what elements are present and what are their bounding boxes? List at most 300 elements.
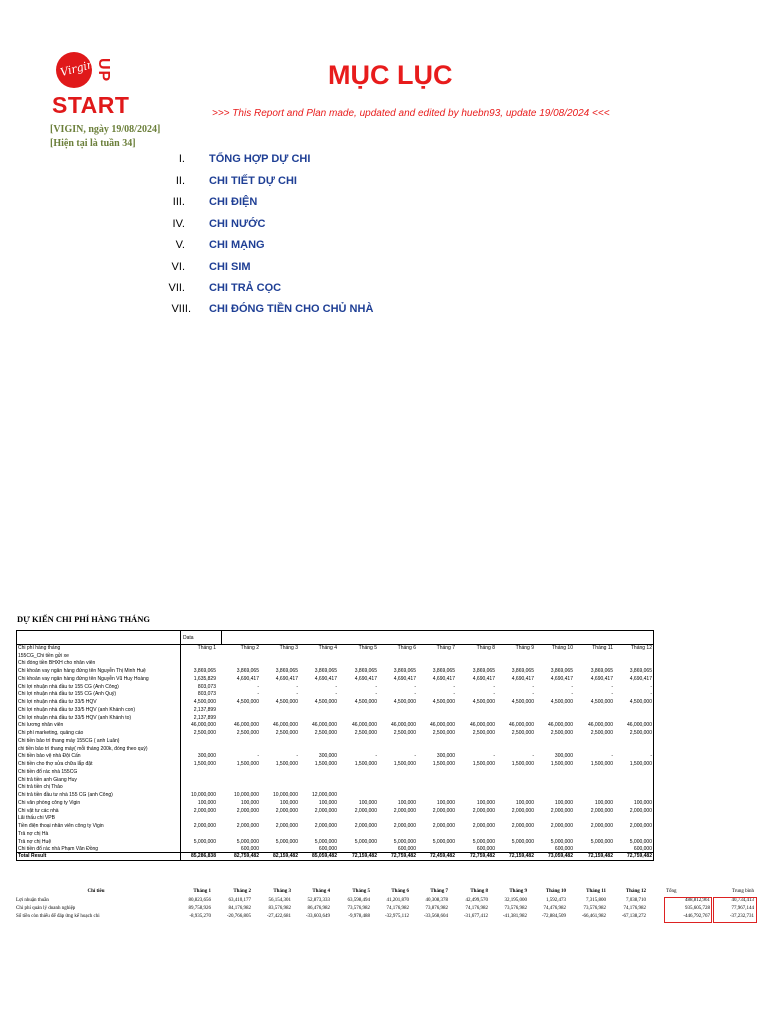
table-row — [17, 691, 653, 698]
pivot-cell[interactable]: 3,869,065 — [236, 668, 259, 675]
pivot-cell[interactable]: 2,500,000 — [236, 730, 259, 737]
pivot-cell[interactable]: 100,000 — [358, 799, 377, 806]
summary-avg-cell[interactable]: 77,967,144 — [731, 906, 754, 911]
pivot-row-label[interactable]: Chi lợi nhuận nhà đầu tư 155 CG (Anh Công) — [18, 683, 119, 690]
pivot-cell[interactable]: 1,500,000 — [314, 761, 337, 768]
pivot-cell[interactable]: 2,000,000 — [432, 807, 455, 814]
pivot-cell[interactable]: 2,000,000 — [314, 807, 337, 814]
pivot-cell[interactable]: - — [335, 683, 337, 690]
pivot-cell[interactable]: - — [453, 683, 455, 690]
pivot-cell[interactable]: - — [296, 691, 298, 698]
pivot-cell[interactable]: - — [571, 683, 573, 690]
summary-cell[interactable]: -20,766,805 — [226, 914, 251, 919]
summary-cell[interactable]: -67,138,272 — [621, 914, 646, 919]
pivot-row-label[interactable]: Chi tiền bảo trì thang máy 155CG ( anh Luân) — [18, 737, 120, 744]
pivot-cell[interactable]: 5,000,000 — [432, 838, 455, 845]
pivot-cell[interactable]: 1,500,000 — [550, 761, 573, 768]
pivot-cell[interactable]: 4,500,000 — [314, 699, 337, 706]
pivot-cell[interactable]: 600,000 — [554, 846, 573, 853]
pivot-cell[interactable]: 72,159,482 — [508, 852, 534, 859]
pivot-row-label[interactable]: Chi vật tư các nhà — [18, 807, 59, 814]
pivot-cell[interactable]: 100,000 — [397, 799, 416, 806]
pivot-cell[interactable]: 2,000,000 — [590, 807, 613, 814]
pivot-cell[interactable]: Tháng 11 — [592, 645, 613, 651]
pivot-cell[interactable]: 100,000 — [240, 799, 259, 806]
pivot-cell[interactable]: 2,000,000 — [511, 807, 534, 814]
summary-col-header[interactable]: Tháng 7 — [430, 889, 448, 894]
pivot-cell[interactable]: - — [296, 753, 298, 760]
pivot-cell[interactable]: 2,500,000 — [629, 730, 652, 737]
pivot-cell[interactable]: 2,500,000 — [275, 730, 298, 737]
pivot-cell[interactable]: 600,000 — [397, 846, 416, 853]
pivot-row-label[interactable]: Chi đóng tiền BHXH cho nhân viên — [18, 660, 96, 667]
summary-col-header[interactable]: Trung bình — [731, 889, 754, 894]
pivot-cell[interactable]: 300,000 — [554, 753, 573, 760]
pivot-cell[interactable]: 2,500,000 — [393, 730, 416, 737]
pivot-cell[interactable]: 5,000,000 — [590, 838, 613, 845]
pivot-cell[interactable]: 4,500,000 — [550, 699, 573, 706]
pivot-cell[interactable]: 2,000,000 — [236, 807, 259, 814]
summary-col-header[interactable]: Tháng 6 — [391, 889, 409, 894]
pivot-cell[interactable]: Tháng 8 — [476, 645, 495, 651]
pivot-cell[interactable]: 5,000,000 — [393, 838, 416, 845]
pivot-cell[interactable]: - — [493, 683, 495, 690]
pivot-cell[interactable]: - — [532, 753, 534, 760]
summary-cell[interactable]: 83,576,982 — [268, 906, 291, 911]
pivot-cell[interactable]: 3,869,065 — [511, 668, 534, 675]
pivot-cell[interactable]: 4,690,417 — [432, 675, 455, 682]
summary-avg-cell[interactable]: -37,232,731 — [729, 914, 754, 919]
pivot-cell[interactable]: 2,000,000 — [590, 823, 613, 830]
pivot-cell[interactable]: 46,000,000 — [626, 722, 652, 729]
pivot-cell[interactable]: 4,500,000 — [590, 699, 613, 706]
pivot-row-label[interactable]: Chi phí hàng tháng — [18, 645, 61, 651]
pivot-cell[interactable]: 2,000,000 — [275, 807, 298, 814]
pivot-cell[interactable]: 100,000 — [436, 799, 455, 806]
pivot-cell[interactable]: - — [493, 691, 495, 698]
summary-col-header[interactable]: Tổng — [666, 889, 677, 894]
summary-row-label[interactable]: Số tiền còn thiếu để đáp ứng kế hoạch chi — [16, 914, 100, 919]
summary-total-cell[interactable]: 935,605,728 — [685, 906, 710, 911]
pivot-cell[interactable]: 600,000 — [240, 846, 259, 853]
pivot-cell[interactable]: - — [611, 691, 613, 698]
pivot-cell[interactable]: 4,690,417 — [314, 675, 337, 682]
summary-col-header[interactable]: Tháng 4 — [312, 889, 330, 894]
pivot-row-label[interactable]: Chi trả tiền chị Thảo — [18, 784, 63, 791]
pivot-cell[interactable]: 600,000 — [476, 846, 495, 853]
pivot-cell[interactable]: 4,690,417 — [393, 675, 416, 682]
pivot-cell[interactable]: 72,459,482 — [429, 852, 455, 859]
pivot-cell[interactable]: 4,500,000 — [629, 699, 652, 706]
toc-link-chi-sim[interactable]: CHI SIM — [209, 261, 251, 273]
summary-col-header[interactable]: Tháng 1 — [193, 889, 211, 894]
pivot-cell[interactable]: 4,500,000 — [432, 699, 455, 706]
pivot-row-label[interactable]: chi tiền bảo trì thang máy( mỗi tháng 200k, đóng theo quý) — [18, 745, 148, 752]
pivot-cell[interactable]: 10,000,000 — [233, 792, 259, 799]
pivot-cell[interactable]: Tháng 1 — [197, 645, 216, 651]
pivot-cell[interactable]: - — [375, 683, 377, 690]
pivot-cell[interactable]: 1,500,000 — [393, 761, 416, 768]
logo-up-text: UP — [95, 58, 112, 83]
pivot-cell[interactable]: - — [414, 691, 416, 698]
summary-row-label[interactable]: Lợi nhuận thuần — [16, 898, 49, 903]
pivot-cell[interactable]: 2,500,000 — [511, 730, 534, 737]
pivot-cell[interactable]: Tháng 7 — [436, 645, 455, 651]
pivot-cell[interactable]: 4,500,000 — [354, 699, 377, 706]
toc-link-chi-mang[interactable]: CHI MẠNG — [209, 239, 265, 251]
pivot-cell[interactable]: 3,869,065 — [472, 668, 495, 675]
summary-avg-cell[interactable]: 40,734,413 — [731, 898, 754, 903]
toc-number: II. — [175, 175, 185, 187]
pivot-cell[interactable]: - — [257, 691, 259, 698]
summary-cell[interactable]: -33,568,604 — [423, 914, 448, 919]
pivot-row-label[interactable]: Trả nợ chị Hà — [18, 830, 49, 837]
pivot-cell[interactable]: 10,000,000 — [272, 792, 298, 799]
pivot-cell[interactable]: - — [611, 753, 613, 760]
pivot-cell[interactable]: 4,690,417 — [590, 675, 613, 682]
pivot-cell[interactable]: 2,500,000 — [472, 730, 495, 737]
pivot-row-label[interactable]: Chi tiền đổ rác nhà 155CG — [18, 768, 78, 775]
page-title: MỤC LỤC — [328, 60, 453, 90]
pivot-cell[interactable]: 2,000,000 — [550, 823, 573, 830]
pivot-cell[interactable]: Tháng 12 — [630, 645, 652, 651]
pivot-cell[interactable]: - — [375, 691, 377, 698]
pivot-cell[interactable]: 2,000,000 — [472, 807, 495, 814]
pivot-cell[interactable]: 2,000,000 — [472, 823, 495, 830]
summary-col-header[interactable]: Tháng 8 — [470, 889, 488, 894]
summary-col-header[interactable]: Tháng 2 — [233, 889, 251, 894]
pivot-cell[interactable]: Tháng 10 — [551, 645, 573, 651]
pivot-cell[interactable]: 2,500,000 — [193, 730, 216, 737]
pivot-row-label[interactable]: Chi phí marketing, quảng cáo — [18, 730, 84, 737]
summary-cell[interactable]: 80,823,656 — [188, 898, 211, 903]
pivot-cell[interactable]: 73,059,482 — [547, 852, 573, 859]
pivot-cell[interactable]: 46,000,000 — [190, 722, 216, 729]
pivot-cell[interactable]: 600,000 — [318, 846, 337, 853]
table-row — [17, 839, 653, 846]
pivot-cell[interactable]: 46,000,000 — [351, 722, 377, 729]
pivot-row-label[interactable]: Tiền điện thoại nhân viên công ty Vigin — [18, 823, 104, 830]
summary-cell[interactable]: -32,975,112 — [385, 914, 409, 919]
summary-cell[interactable]: -27,422,681 — [266, 914, 291, 919]
pivot-cell[interactable]: 5,000,000 — [236, 838, 259, 845]
toc-number: VI. — [171, 261, 185, 273]
pivot-cell[interactable]: - — [335, 691, 337, 698]
toc-link-chi-tra-coc[interactable]: CHI TRẢ CỌC — [209, 282, 282, 294]
pivot-cell[interactable]: 5,000,000 — [354, 838, 377, 845]
summary-cell[interactable]: 86,476,982 — [307, 906, 330, 911]
pivot-row-label[interactable]: Chi trả tiền anh Giang Huy — [18, 776, 77, 783]
pivot-row-label[interactable]: Lãi thấu chi VPB — [18, 815, 55, 822]
pivot-cell[interactable]: 100,000 — [476, 799, 495, 806]
summary-cell[interactable]: -8,935,270 — [189, 914, 211, 919]
summary-cell[interactable]: 73,876,982 — [425, 906, 448, 911]
summary-header-label[interactable]: Chỉ tiêu — [87, 889, 105, 894]
pivot-cell[interactable]: 600,000 — [633, 846, 652, 853]
pivot-cell[interactable]: 300,000 — [318, 753, 337, 760]
pivot-cell[interactable]: - — [414, 683, 416, 690]
pivot-cell[interactable]: 2,000,000 — [354, 823, 377, 830]
pivot-cell[interactable]: 2,500,000 — [314, 730, 337, 737]
summary-cell[interactable]: 74,176,982 — [386, 906, 409, 911]
summary-cell[interactable]: 74,476,982 — [543, 906, 566, 911]
pivot-cell[interactable]: 2,000,000 — [511, 823, 534, 830]
pivot-cell[interactable]: 2,000,000 — [193, 823, 216, 830]
summary-cell[interactable]: 32,195,000 — [504, 898, 527, 903]
pivot-cell[interactable]: 2,137,899 — [193, 714, 216, 721]
pivot-cell[interactable]: 4,690,417 — [629, 675, 652, 682]
pivot-cell[interactable]: 4,500,000 — [472, 699, 495, 706]
pivot-cell[interactable]: 2,500,000 — [354, 730, 377, 737]
pivot-cell[interactable]: 1,500,000 — [590, 761, 613, 768]
pivot-cell[interactable]: 12,000,000 — [311, 792, 337, 799]
toc-link-chi-dien[interactable]: CHI ĐIỆN — [209, 196, 258, 208]
pivot-cell[interactable]: 4,690,417 — [354, 675, 377, 682]
summary-col-header[interactable]: Tháng 11 — [586, 889, 606, 894]
summary-col-header[interactable]: Tháng 10 — [545, 889, 566, 894]
pivot-cell[interactable]: - — [611, 683, 613, 690]
pivot-cell[interactable]: - — [493, 753, 495, 760]
summary-cell[interactable]: 42,499,570 — [465, 898, 488, 903]
summary-cell[interactable]: 7,038,710 — [626, 898, 646, 903]
pivot-cell[interactable]: - — [532, 691, 534, 698]
pivot-cell[interactable]: - — [414, 753, 416, 760]
pivot-cell[interactable]: 2,000,000 — [354, 807, 377, 814]
pivot-cell[interactable]: 46,000,000 — [547, 722, 573, 729]
pivot-cell[interactable]: 300,000 — [197, 753, 216, 760]
summary-cell[interactable]: 52,873,333 — [307, 898, 330, 903]
pivot-row-label[interactable]: Total Result — [18, 852, 47, 859]
pivot-row-label[interactable]: Trả nợ chị Huệ — [18, 838, 52, 845]
pivot-cell[interactable]: 5,000,000 — [550, 838, 573, 845]
pivot-cell[interactable]: 4,500,000 — [275, 699, 298, 706]
pivot-cell[interactable]: 4,690,417 — [236, 675, 259, 682]
pivot-row-label[interactable]: Chi lợi nhuận nhà đầu tư 33/5 HQV (anh Khánh con) — [18, 706, 135, 713]
summary-cell[interactable]: -41,381,982 — [502, 914, 527, 919]
pivot-cell[interactable]: 2,000,000 — [236, 823, 259, 830]
pivot-cell[interactable]: 46,000,000 — [390, 722, 416, 729]
summary-cell[interactable]: 89,758,926 — [188, 906, 211, 911]
pivot-cell[interactable]: - — [532, 683, 534, 690]
pivot-cell[interactable]: 100,000 — [197, 799, 216, 806]
pivot-cell[interactable]: 4,690,417 — [550, 675, 573, 682]
summary-cell[interactable]: 56,154,301 — [268, 898, 291, 903]
summary-cell[interactable]: -9,978,488 — [348, 914, 370, 919]
pivot-cell[interactable]: 1,500,000 — [629, 761, 652, 768]
pivot-cell[interactable]: Tháng 3 — [279, 645, 298, 651]
pivot-cell[interactable]: 1,500,000 — [511, 761, 534, 768]
pivot-cell[interactable]: 5,000,000 — [314, 838, 337, 845]
pivot-row-label[interactable]: Chi tiền cho thợ sửa chữa lắp đặt — [18, 761, 93, 768]
summary-total-cell[interactable]: -446,792,767 — [683, 914, 710, 919]
pivot-cell[interactable]: 803,073 — [197, 683, 216, 690]
pivot-cell[interactable]: 3,869,065 — [590, 668, 613, 675]
pivot-cell[interactable]: 4,690,417 — [275, 675, 298, 682]
pivot-cell[interactable]: Tháng 4 — [318, 645, 337, 651]
pivot-cell[interactable]: - — [650, 683, 652, 690]
pivot-cell[interactable]: 1,500,000 — [193, 761, 216, 768]
pivot-cell[interactable]: 5,000,000 — [629, 838, 652, 845]
pivot-cell[interactable]: Tháng 9 — [515, 645, 534, 651]
pivot-cell[interactable]: 2,000,000 — [275, 823, 298, 830]
pivot-cell[interactable]: 4,500,000 — [511, 699, 534, 706]
pivot-row-label[interactable]: Chi tiền đổ rác nhà Phạm Văn Đồng — [18, 846, 99, 853]
pivot-cell[interactable]: 82,759,482 — [233, 852, 259, 859]
pivot-cell[interactable]: 5,000,000 — [193, 838, 216, 845]
pivot-cell[interactable]: 100,000 — [594, 799, 613, 806]
pivot-row-label[interactable]: Chi khoản vay ngân hàng đứng tên Nguyễn Thị Minh Huệ — [18, 668, 146, 675]
pivot-cell[interactable]: 46,000,000 — [272, 722, 298, 729]
pivot-cell[interactable]: 2,000,000 — [550, 807, 573, 814]
pivot-row-label[interactable]: Chi lợi nhuận nhà đầu tư 155 CG (Anh Quý) — [18, 691, 117, 698]
pivot-cell[interactable]: 1,500,000 — [236, 761, 259, 768]
pivot-cell[interactable]: 2,000,000 — [314, 823, 337, 830]
pivot-cell[interactable]: 3,869,065 — [393, 668, 416, 675]
pivot-data-field[interactable] — [180, 631, 222, 644]
toc-link-tong-hop[interactable]: TỔNG HỢP DỰ CHI — [209, 153, 311, 165]
summary-cell[interactable]: 74,176,982 — [465, 906, 488, 911]
pivot-cell[interactable]: 1,635,829 — [193, 675, 216, 682]
pivot-cell[interactable]: 46,000,000 — [469, 722, 495, 729]
pivot-cell[interactable]: 2,137,899 — [193, 706, 216, 713]
pivot-cell[interactable]: 100,000 — [279, 799, 298, 806]
pivot-cell[interactable]: 2,000,000 — [629, 823, 652, 830]
pivot-cell[interactable]: 3,869,065 — [275, 668, 298, 675]
pivot-cell[interactable]: - — [375, 753, 377, 760]
pivot-cell[interactable]: 3,869,065 — [354, 668, 377, 675]
pivot-cell[interactable]: 2,000,000 — [393, 807, 416, 814]
pivot-cell[interactable]: 3,869,065 — [193, 668, 216, 675]
pivot-cell[interactable]: 1,500,000 — [275, 761, 298, 768]
summary-row — [16, 914, 756, 922]
pivot-cell[interactable]: 3,869,065 — [550, 668, 573, 675]
pivot-cell[interactable]: 2,500,000 — [590, 730, 613, 737]
summary-cell[interactable]: 41,201,870 — [386, 898, 409, 903]
pivot-cell[interactable]: 2,500,000 — [432, 730, 455, 737]
section-title: DỰ KIẾN CHI PHÍ HÀNG THÁNG — [17, 614, 150, 624]
pivot-cell[interactable]: - — [650, 753, 652, 760]
summary-cell[interactable]: 73,576,982 — [347, 906, 370, 911]
pivot-cell[interactable]: - — [257, 753, 259, 760]
summary-cell[interactable]: 7,315,800 — [586, 898, 606, 903]
pivot-cell[interactable]: 2,000,000 — [629, 807, 652, 814]
pivot-cell[interactable]: 2,000,000 — [432, 823, 455, 830]
summary-cell[interactable]: 40,308,378 — [425, 898, 448, 903]
pivot-cell[interactable]: 300,000 — [436, 753, 455, 760]
summary-cell[interactable]: 63,410,177 — [228, 898, 251, 903]
pivot-cell[interactable]: 85,059,482 — [311, 852, 337, 859]
pivot-cell[interactable]: 46,000,000 — [508, 722, 534, 729]
pivot-row-label[interactable]: 155CG_Chi tiền gửi xe — [18, 652, 69, 659]
summary-total-cell[interactable]: 488,812,961 — [685, 898, 710, 903]
pivot-cell[interactable]: 46,000,000 — [311, 722, 337, 729]
pivot-cell[interactable]: Tháng 5 — [358, 645, 377, 651]
pivot-cell[interactable]: 72,159,482 — [587, 852, 613, 859]
pivot-cell[interactable]: - — [296, 683, 298, 690]
pivot-cell[interactable]: 72,759,482 — [626, 852, 652, 859]
pivot-cell[interactable]: 4,500,000 — [393, 699, 416, 706]
summary-cell[interactable]: 63,598,494 — [347, 898, 370, 903]
pivot-cell[interactable]: 82,159,482 — [272, 852, 298, 859]
pivot-cell[interactable]: 72,759,482 — [390, 852, 416, 859]
pivot-cell[interactable]: 2,000,000 — [193, 807, 216, 814]
pivot-cell[interactable]: 5,000,000 — [511, 838, 534, 845]
pivot-data-label: Data — [183, 635, 194, 641]
pivot-cell[interactable]: 10,000,000 — [190, 792, 216, 799]
pivot-row-label[interactable]: Chi lợi nhuận nhà đầu tư 33/5 HQV — [18, 699, 97, 706]
summary-cell[interactable]: -72,884,509 — [541, 914, 566, 919]
pivot-row-label[interactable]: Chi trả tiền đầu tư nhà 155 CG (anh Công) — [18, 792, 113, 799]
average-highlight-box — [713, 897, 757, 923]
toc-link-chi-tiet[interactable]: CHI TIẾT DỰ CHI — [209, 175, 297, 187]
pivot-row-label[interactable]: Chi văn phòng công ty Vigin — [18, 799, 81, 806]
pivot-cell[interactable]: 46,000,000 — [587, 722, 613, 729]
pivot-cell[interactable]: 46,000,000 — [429, 722, 455, 729]
pivot-cell[interactable]: - — [453, 691, 455, 698]
summary-cell[interactable]: 74,176,982 — [623, 906, 646, 911]
pivot-cell[interactable]: 5,000,000 — [472, 838, 495, 845]
toc-link-chi-chu-nha[interactable]: CHI ĐÓNG TIỀN CHO CHỦ NHÀ — [209, 303, 374, 315]
toc-number: IV. — [172, 218, 185, 230]
summary-cell[interactable]: 84,176,982 — [228, 906, 251, 911]
pivot-cell[interactable]: 3,869,065 — [432, 668, 455, 675]
summary-col-header[interactable]: Tháng 9 — [509, 889, 527, 894]
pivot-cell[interactable]: 4,690,417 — [511, 675, 534, 682]
pivot-row-label[interactable]: Chi tiền bảo vệ nhà Đội Cấn — [18, 753, 81, 760]
summary-col-header[interactable]: Tháng 12 — [625, 889, 646, 894]
pivot-cell[interactable]: 85,286,838 — [190, 852, 216, 859]
summary-col-header[interactable]: Tháng 5 — [352, 889, 370, 894]
pivot-cell[interactable]: 4,500,000 — [193, 699, 216, 706]
pivot-cell[interactable]: 2,000,000 — [393, 823, 416, 830]
pivot-cell[interactable]: 1,500,000 — [472, 761, 495, 768]
pivot-cell[interactable]: 46,000,000 — [233, 722, 259, 729]
summary-cell[interactable]: 73,576,982 — [583, 906, 606, 911]
summary-cell[interactable]: -66,461,982 — [581, 914, 606, 919]
pivot-cell[interactable]: Tháng 6 — [397, 645, 416, 651]
pivot-cell[interactable]: 1,500,000 — [354, 761, 377, 768]
pivot-cell[interactable]: Tháng 2 — [240, 645, 259, 651]
pivot-row-label[interactable]: Chi lương nhân viên — [18, 722, 64, 729]
pivot-cell[interactable]: - — [571, 691, 573, 698]
pivot-cell[interactable]: 3,869,065 — [629, 668, 652, 675]
summary-cell[interactable]: 73,576,982 — [504, 906, 527, 911]
pivot-cell[interactable]: 2,500,000 — [550, 730, 573, 737]
summary-cell[interactable]: -31,677,412 — [463, 914, 488, 919]
pivot-cell[interactable]: 1,500,000 — [432, 761, 455, 768]
pivot-row-label[interactable]: Chi lợi nhuận nhà đầu tư 33/5 HQV (anh Khánh to) — [18, 714, 132, 721]
pivot-cell[interactable]: 100,000 — [633, 799, 652, 806]
pivot-cell[interactable]: 72,159,482 — [351, 852, 377, 859]
toc-link-chi-nuoc[interactable]: CHI NƯỚC — [209, 218, 266, 230]
pivot-cell[interactable]: - — [257, 683, 259, 690]
pivot-cell[interactable]: - — [650, 691, 652, 698]
pivot-cell[interactable]: 100,000 — [554, 799, 573, 806]
pivot-cell[interactable]: 72,759,482 — [469, 852, 495, 859]
summary-col-header[interactable]: Tháng 3 — [273, 889, 291, 894]
pivot-cell[interactable]: 803,073 — [197, 691, 216, 698]
pivot-row-label[interactable]: Chi khoản vay ngân hàng đứng tên Nguyễn Vũ Huy Hoàng — [18, 675, 149, 682]
pivot-cell[interactable]: 100,000 — [515, 799, 534, 806]
summary-row-label[interactable]: Chi phí quản lý doanh nghiệp — [16, 906, 76, 911]
pivot-cell[interactable]: 3,869,065 — [314, 668, 337, 675]
pivot-cell[interactable]: 4,690,417 — [472, 675, 495, 682]
pivot-cell[interactable]: 4,500,000 — [236, 699, 259, 706]
pivot-cell[interactable]: 100,000 — [318, 799, 337, 806]
summary-cell[interactable]: -33,603,649 — [305, 914, 330, 919]
summary-cell[interactable]: 1,592,473 — [546, 898, 566, 903]
pivot-cell[interactable]: 5,000,000 — [275, 838, 298, 845]
